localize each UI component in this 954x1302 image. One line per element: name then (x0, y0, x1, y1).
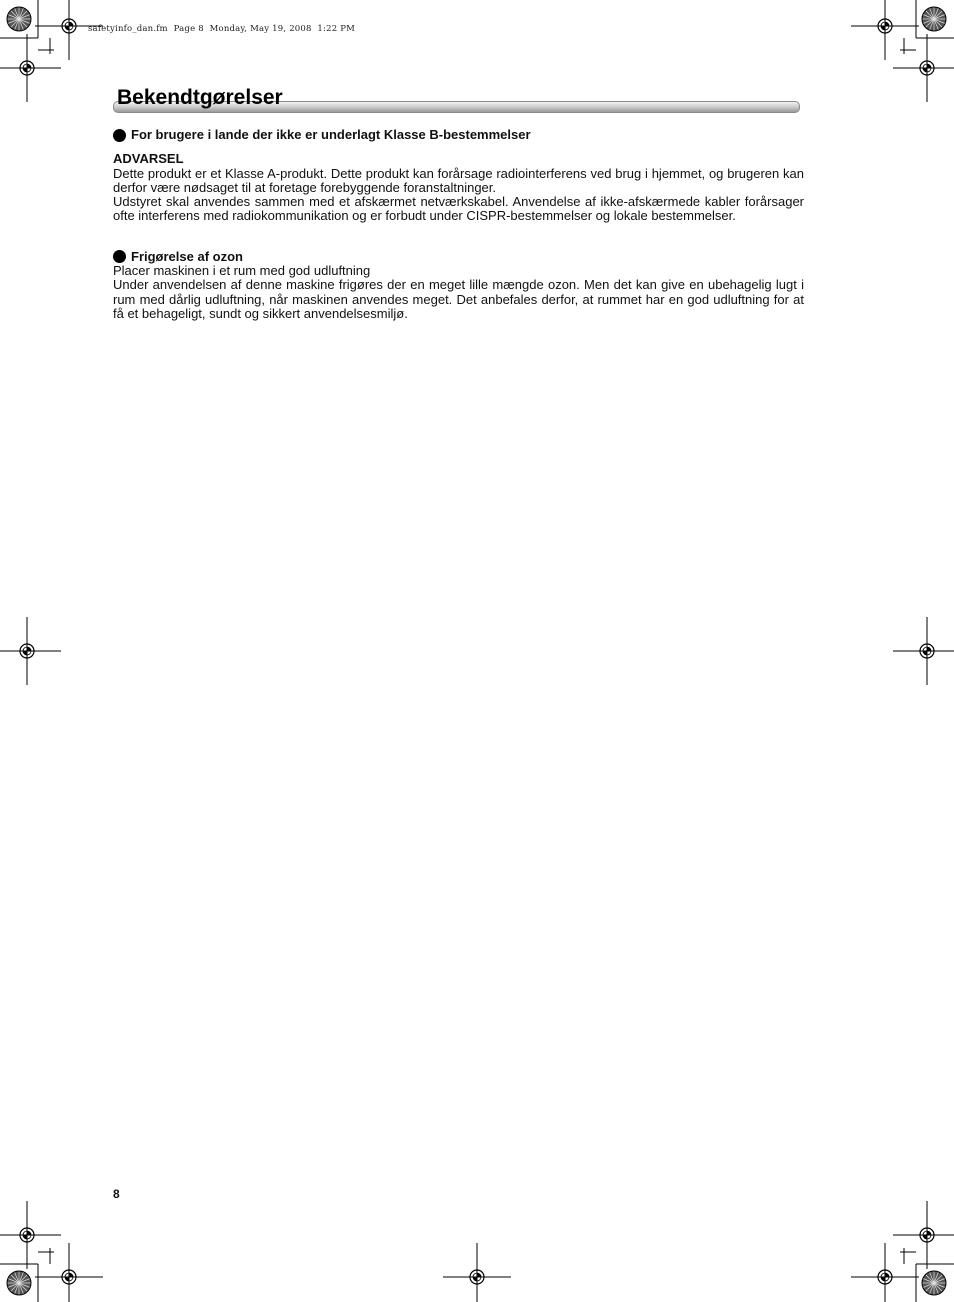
registration-mark-icon (893, 1201, 954, 1269)
starburst-target-icon (922, 7, 946, 31)
page-title: Bekendtgørelser (117, 86, 283, 109)
registration-mark-icon (893, 617, 954, 685)
paragraph: Udstyret skal anvendes sammen med et afskærmet netværkskabel. Anvendelse af ikke-afskærmede kabler forårsager ofte interferens med radiokommunikation og er forbudt under CISPR-bestemmelser og lokale bestemmelser. (113, 194, 804, 224)
print-slug: safetyinfo_dan.fm Page 8 Monday, May 19, 2008 1:22 PM (88, 24, 356, 34)
section-heading (113, 128, 804, 142)
registration-mark-icon (0, 617, 61, 685)
section-heading (113, 250, 804, 264)
section-heading-text: Frigørelse af ozon (131, 248, 243, 264)
page-number: 8 (113, 1187, 120, 1201)
registration-mark-icon (443, 1243, 511, 1302)
starburst-target-icon (7, 1271, 31, 1295)
registration-mark-icon (0, 34, 61, 102)
registration-mark-icon (0, 1201, 61, 1269)
registration-mark-icon (893, 34, 954, 102)
paragraph: Dette produkt er et Klasse A-produkt. Dette produkt kan forårsage radiointerferens ved brug i hjemmet, og brugeren kan derfor være nødsaget til at foretage forebyggende foranstaltninger. (113, 165, 804, 195)
section-class-b (113, 128, 804, 224)
warning-heading: ADVARSEL (113, 151, 184, 167)
page-content (113, 128, 804, 321)
section-heading-text: For brugere i lande der ikke er underlagt Klasse B-bestemmelser (131, 127, 531, 142)
paragraph: Placer maskinen i et rum med god udluftning (113, 263, 371, 279)
filled-circle-bullet-icon (113, 129, 126, 142)
starburst-target-icon (7, 7, 31, 31)
registration-mark-icon (851, 0, 919, 60)
starburst-target-icon (922, 1271, 946, 1295)
paragraph: Under anvendelsen af denne maskine frigøres der en meget lille mængde ozon. Men det kan give en ubehagelig lugt i rum med dårlig udluftning, når maskinen anvendes meget. Det anbefales derfor, at rummet har en god udluftning for at få et behageligt, sundt og sikkert anvendelsesmiljø. (113, 277, 804, 321)
filled-circle-bullet-icon (113, 250, 126, 263)
page-title-bar (113, 84, 800, 114)
section-ozone (113, 250, 804, 321)
